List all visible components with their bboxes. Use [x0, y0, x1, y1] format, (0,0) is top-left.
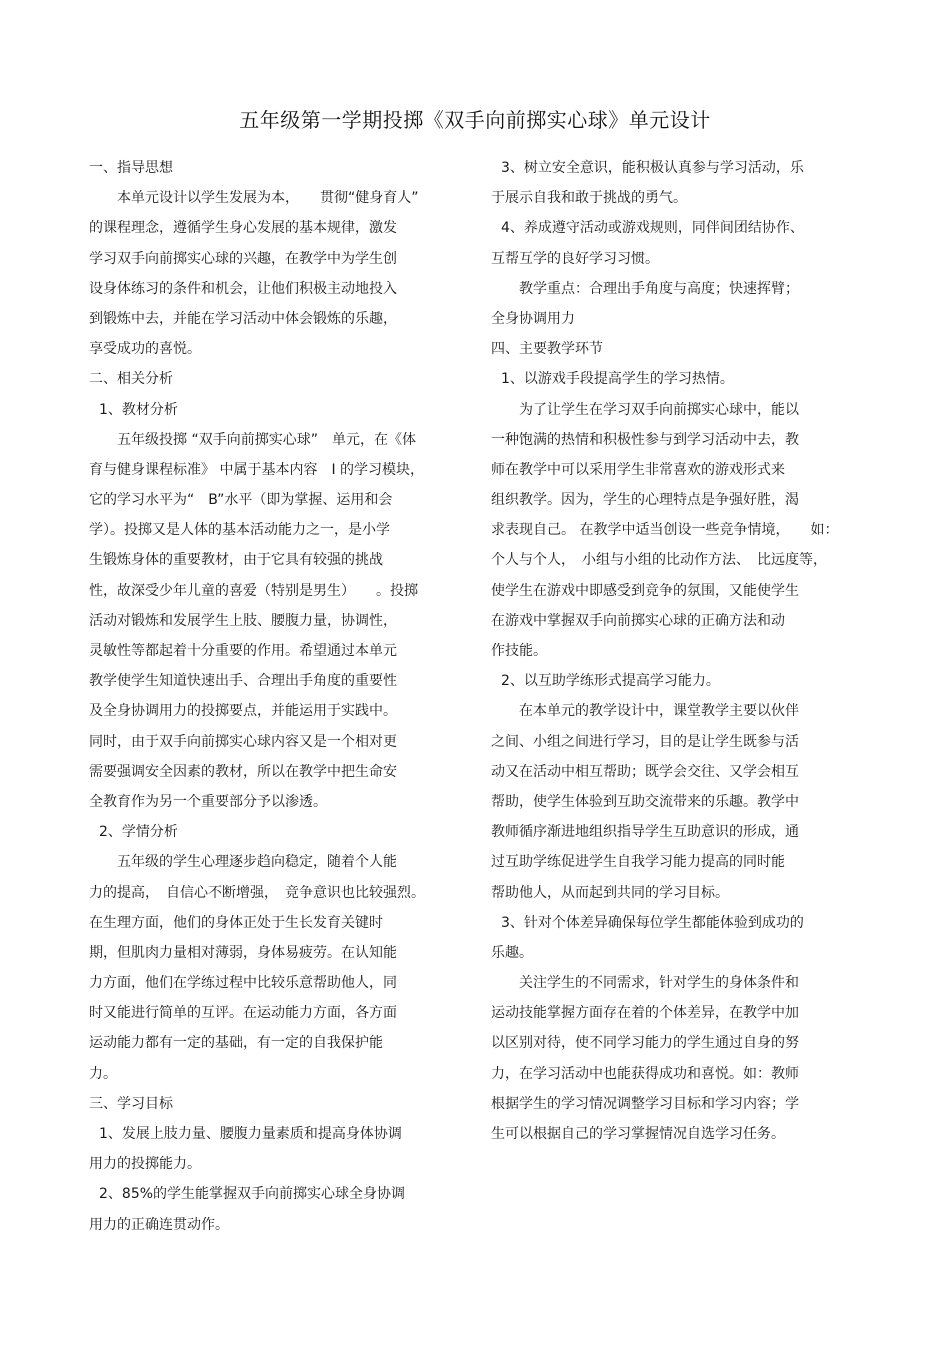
text-line: 力方面，他们在学练过程中比较乐意帮助他人，同	[89, 975, 397, 992]
text-line: 关注学生的不同需求，针对学生的身体条件和	[519, 975, 799, 992]
text-line: 互帮互学的良好学习习惯。	[491, 250, 659, 267]
text-line: 2、85%的学生能掌握双手向前掷实心球全身协调	[99, 1186, 406, 1203]
text-line: 一、指导思想	[89, 160, 173, 176]
text-line: 五年级投掷 “双手向前掷实心球” 单元，在《体	[117, 431, 416, 448]
text-line: 需要强调安全因素的教材，所以在教学中把生命安	[89, 763, 397, 780]
text-line: 4、养成遵守活动或游戏规则，同伴间团结协作、	[501, 220, 804, 237]
text-line: 个人与个人， 小组与小组的比动作方法、 比远度等，	[491, 552, 827, 569]
text-line: 同时，由于双手向前掷实心球内容又是一个相对更	[89, 733, 397, 750]
right-column	[491, 153, 863, 1149]
text-line: 使学生在游戏中即感受到竞争的氛围，又能使学生	[491, 582, 799, 599]
text-line: 以区别对待，使不同学习能力的学生通过自身的努	[491, 1035, 799, 1052]
text-line: 及全身协调用力的投掷要点，并能运用于实践中。	[89, 703, 397, 720]
text-line: 作技能。	[491, 643, 547, 659]
text-line: 用力的投掷能力。	[89, 1156, 201, 1173]
text-line: 用力的正确连贯动作。	[89, 1216, 229, 1233]
text-line: 五年级的学生心理逐步趋向稳定，随着个人能	[117, 854, 397, 871]
text-line: 3、针对个体差异确保每位学生都能体验到成功的	[501, 914, 804, 931]
text-line: 之间、小组之间进行学习，目的是让学生既参与活	[491, 733, 799, 750]
text-line: 设身体练习的条件和机会，让他们积极主动地投入	[89, 280, 397, 297]
text-line: 为了让学生在学习双手向前掷实心球中，能以	[519, 401, 799, 418]
text-line: 过互助学练促进学生自我学习能力提高的同时能	[491, 854, 785, 871]
text-line: 期，但肌肉力量相对薄弱，身体易疲劳。在认知能	[89, 944, 397, 961]
text-line: 教学使学生知道快速出手、合理出手角度的重要性	[89, 673, 397, 690]
text-line: 求表现自己。 在教学中适当创设一些竞争情境， 如：	[491, 522, 839, 539]
text-line: 1、教材分析	[99, 401, 178, 418]
text-line: 组织教学。因为，学生的心理特点是争强好胜，渴	[491, 492, 799, 509]
text-line: 3、树立安全意识，能积极认真参与学习活动，乐	[501, 160, 804, 176]
text-line: 教学重点：合理出手角度与高度；快速挥臂；	[519, 280, 799, 297]
text-line: 全身协调用力	[491, 310, 575, 327]
text-line: 全教育作为另一个重要部分予以渗透。	[89, 793, 327, 810]
text-line: 1、以游戏手段提高学生的学习热情。	[501, 371, 734, 388]
text-line: 它的学习水平为“ B”水平（即为掌握、运用和会	[89, 492, 393, 509]
text-line: 活动对锻炼和发展学生上肢、腰腹力量，协调性，	[89, 612, 397, 629]
text-line: 四、主要教学环节	[491, 341, 603, 358]
text-line: 享受成功的喜悦。	[89, 341, 201, 358]
text-line: 学）。投掷又是人体的基本活动能力之一，是小学	[89, 522, 390, 539]
text-line: 动又在活动中相互帮助；既学会交往、又学会相互	[491, 763, 799, 780]
text-line: 运动技能掌握方面存在着的个体差异，在教学中加	[491, 1005, 799, 1022]
text-line: 运动能力都有一定的基础，有一定的自我保护能	[89, 1035, 383, 1052]
text-line: 育与健身课程标准》 中属于基本内容 Ⅰ 的学习模块，	[89, 461, 425, 478]
text-line: 时又能进行简单的互评。在运动能力方面，各方面	[89, 1005, 397, 1022]
text-line: 的课程理念，遵循学生身心发展的基本规律，激发	[89, 220, 397, 237]
text-line: 三、学习目标	[89, 1095, 173, 1112]
text-line: 力，在学习活动中也能获得成功和喜悦。如：教师	[491, 1065, 799, 1082]
text-line: 1、发展上肢力量、腰腹力量素质和提高身体协调	[99, 1126, 402, 1142]
text-line: 根据学生的学习情况调整学习目标和学习内容；学	[491, 1095, 799, 1112]
text-line: 力的提高， 自信心不断增强， 竞争意识也比较强烈。	[89, 884, 425, 901]
text-line: 乐趣。	[491, 944, 533, 961]
text-line: 灵敏性等都起着十分重要的作用。希望通过本单元	[89, 643, 397, 659]
text-line: 师在教学中可以采用学生非常喜欢的游戏形式来	[491, 461, 785, 478]
text-line: 学习双手向前掷实心球的兴趣，在教学中为学生创	[89, 250, 397, 267]
text-line: 一种饱满的热情和积极性参与到学习活动中去，教	[491, 431, 799, 448]
text-line: 2、学情分析	[99, 824, 178, 841]
text-line: 教师循序渐进地组织指导学生互助意识的形成，通	[491, 824, 799, 841]
text-line: 在本单元的教学设计中，课堂教学主要以伙伴	[519, 703, 799, 720]
document-title: 五年级第一学期投掷《双手向前掷实心球》单元设计	[239, 108, 711, 132]
text-line: 性，故深受少年儿童的喜爱（特别是男生） 。投掷	[89, 582, 418, 599]
text-line: 生锻炼身体的重要教材，由于它具有较强的挑战	[89, 552, 383, 569]
text-line: 帮助，使学生体验到互助交流带来的乐趣。教学中	[491, 793, 799, 810]
text-line: 本单元设计以学生发展为本， 贯彻“健身育人”	[117, 190, 419, 207]
text-line: 到锻炼中去，并能在学习活动中体会锻炼的乐趣，	[89, 310, 397, 327]
text-line: 在游戏中掌握双手向前掷实心球的正确方法和动	[491, 612, 785, 629]
text-line: 二、相关分析	[89, 371, 173, 388]
text-line: 帮助他人，从而起到共同的学习目标。	[491, 884, 729, 901]
text-line: 在生理方面，他们的身体正处于生长发育关键时	[89, 914, 383, 931]
text-line: 于展示自我和敢于挑战的勇气。	[491, 190, 687, 207]
text-line: 2、以互助学练形式提高学习能力。	[501, 673, 720, 690]
left-column	[89, 153, 474, 1240]
text-line: 生可以根据自己的学习掌握情况自选学习任务。	[491, 1126, 785, 1142]
text-line: 力。	[89, 1065, 117, 1082]
